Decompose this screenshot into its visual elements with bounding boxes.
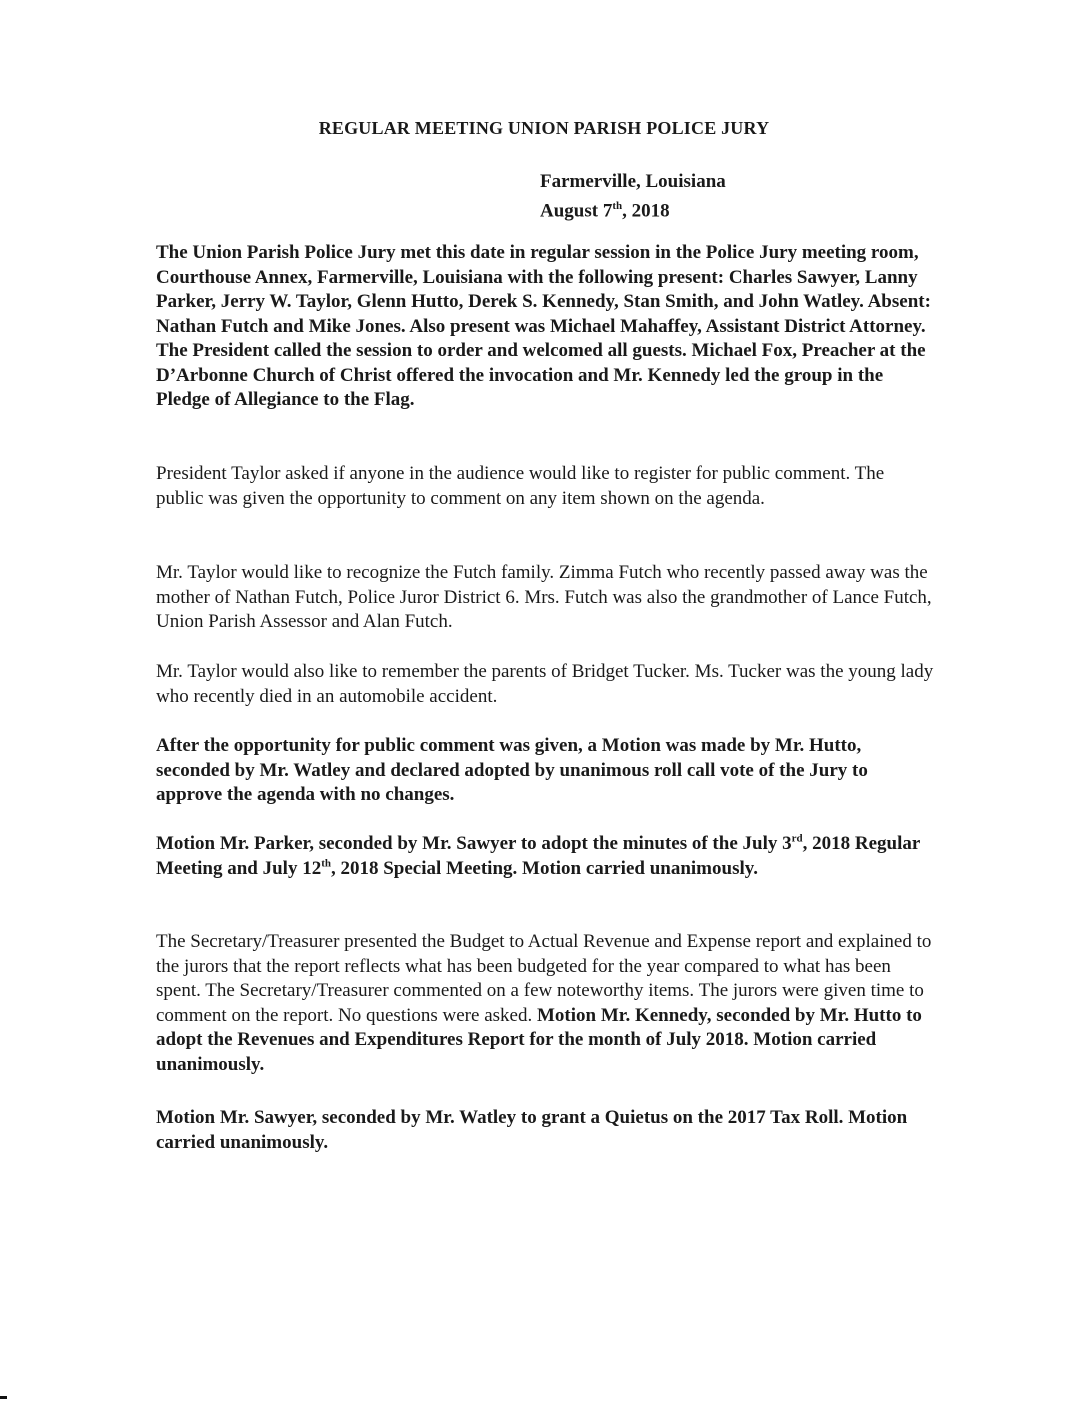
- paragraph-budget-report: [156, 930, 936, 1077]
- location-date-block: [540, 169, 726, 223]
- date-month-day: August 7: [540, 200, 613, 222]
- paragraph-agenda-motion: After the opportunity for public comment was given, a Motion was made by Mr. Hutto, seconded by Mr. Watley and declared adopted by unanimous roll call vote of the Jury to approve the agenda with no changes.: [156, 735, 868, 805]
- budget-report-text: The Secretary/Treasurer presented the Budget to Actual Revenue and Expense report and explained to the jurors that the report reflects what has been budgeted for the year compared to what has been spent. The Secretary/Treasurer commented on a few noteworthy items. The jurors were given time to comment on the report. No questions were asked.: [156, 931, 932, 1026]
- minutes-text-b: , 2018 Regular Meeting and July 12: [156, 833, 920, 879]
- minutes-text-c: , 2018 Special Meeting. Motion carried unanimously.: [330, 857, 758, 879]
- paragraph-public-comment: President Taylor asked if anyone in the audience would like to register for public comment. The public was given the opportunity to comment on any item shown on the agenda.: [156, 463, 885, 509]
- paragraph-attendance: The Union Parish Police Jury met this date in regular session in the Police Jury meeting room, Courthouse Annex, Farmerville, Louisiana with the following present: Charles Sawyer, Lanny Parker, Jerry W. Taylor, Glenn Hutto, Derek S. Kennedy, Stan Smith, and John Watley. Absent: Nathan Futch and Mike Jones. Also present was Michael Mahaffey, Assistant District Attorney. The President called the session to order and welcomed all guests. Michael Fox, Preacher at the D’Arbonne Church of Christ offered the invocation and Mr. Kennedy led the group in the Pledge of Allegiance to the Flag.: [156, 242, 931, 410]
- document-title: REGULAR MEETING UNION PARISH POLICE JURY: [318, 118, 770, 138]
- minutes-text-a: Motion Mr. Parker, seconded by Mr. Sawyer to adopt the minutes of the July 3: [156, 833, 792, 854]
- paragraph-minutes-motion: [156, 832, 936, 881]
- date-year: , 2018: [622, 200, 670, 222]
- minutes-sup-b: th: [321, 857, 331, 870]
- meeting-date: [540, 194, 726, 223]
- paragraph-tucker: Mr. Taylor would also like to remember the parents of Bridget Tucker. Ms. Tucker was the young lady who recently died in an automobile accident.: [156, 661, 934, 707]
- date-suffix: th: [612, 200, 623, 212]
- location: Farmerville, Louisiana: [540, 171, 726, 192]
- paragraph-quietus-motion: Motion Mr. Sawyer, seconded by Mr. Watley to grant a Quietus on the 2017 Tax Roll. Motion carried unanimously.: [156, 1107, 908, 1153]
- minutes-sup-a: rd: [791, 832, 803, 845]
- scan-mark: [0, 1396, 7, 1399]
- paragraph-futch-family: Mr. Taylor would like to recognize the Futch family. Zimma Futch who recently passed away was the mother of Nathan Futch, Police Juror District 6. Mrs. Futch was also the grandmother of Lance Futch, Union Parish Assessor and Alan Futch.: [156, 562, 932, 632]
- budget-report-motion: Motion Mr. Kennedy, seconded by Mr. Hutto to adopt the Revenues and Expenditures Report for the month of July 2018. Motion carried unanimously.: [156, 1004, 922, 1075]
